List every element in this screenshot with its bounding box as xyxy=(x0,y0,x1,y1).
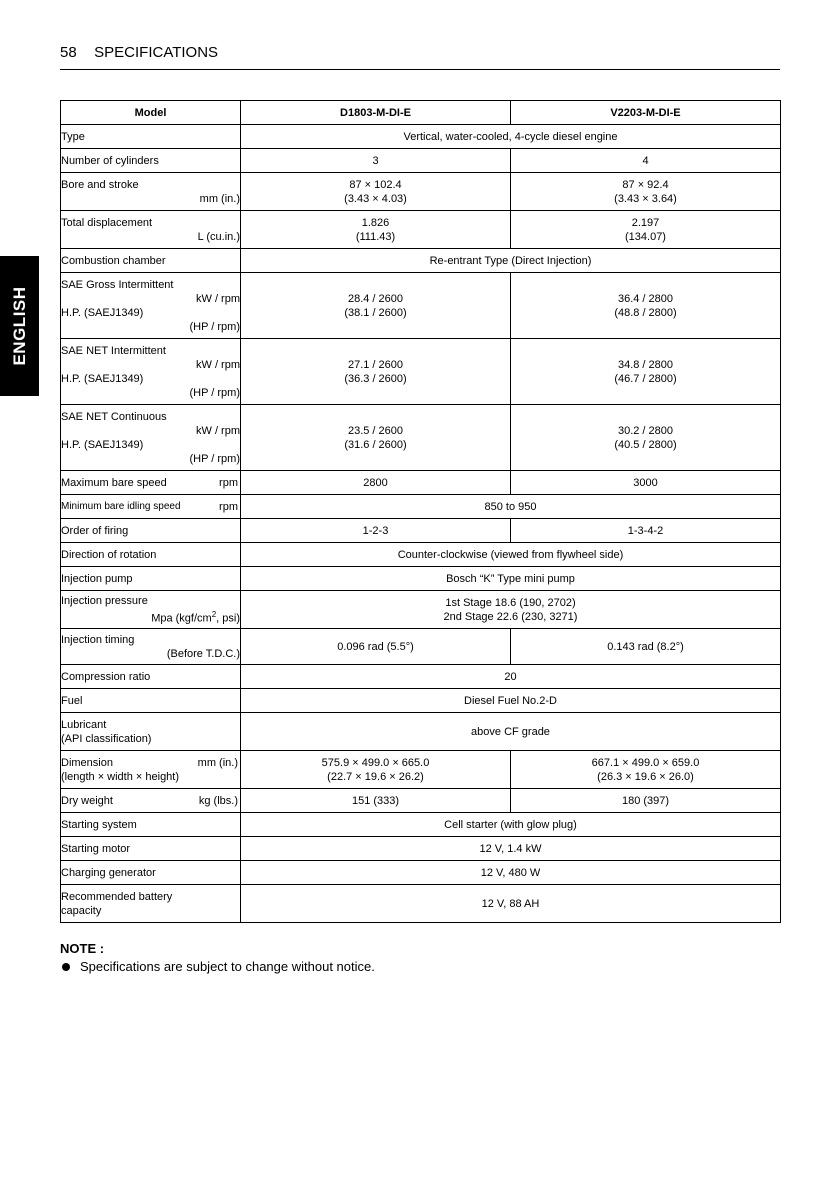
power-unit2: (HP / rpm) xyxy=(189,452,240,465)
power-unit2: (HP / rpm) xyxy=(189,386,240,399)
charging-value: 12 V, 480 W xyxy=(241,861,781,885)
pump-value: Bosch “K” Type mini pump xyxy=(241,567,781,591)
timing-label: Injection timing xyxy=(61,633,135,646)
power-unit1: kW / rpm xyxy=(196,292,240,305)
table-row xyxy=(61,789,781,813)
combustion-value: Re-entrant Type (Direct Injection) xyxy=(241,249,781,273)
min-idle-unit: rpm xyxy=(219,500,238,513)
table-row xyxy=(61,713,781,751)
power-hp: (40.5 / 2800) xyxy=(614,438,677,451)
power-kw: 34.8 / 2800 xyxy=(617,358,674,371)
table-row xyxy=(61,665,781,689)
disp-label: Total displacement xyxy=(61,216,153,229)
section-title: SPECIFICATIONS xyxy=(94,44,219,61)
combustion-label: Combustion chamber xyxy=(61,249,241,273)
bullet-icon xyxy=(62,963,70,971)
inj-pressure-value xyxy=(241,591,781,629)
battery-value: 12 V, 88 AH xyxy=(241,885,781,923)
table-row xyxy=(61,543,781,567)
table-row xyxy=(61,629,781,665)
starting-motor-value: 12 V, 1.4 kW xyxy=(241,837,781,861)
table-row xyxy=(61,249,781,273)
rotation-value: Counter-clockwise (viewed from flywheel side) xyxy=(241,543,781,567)
timing-label-cell xyxy=(61,629,241,665)
power-unit1: kW / rpm xyxy=(196,358,240,371)
power-d1803 xyxy=(241,339,511,405)
disp-d1803-cuin: (111.43) xyxy=(355,230,396,243)
cylinders-d1803: 3 xyxy=(241,149,511,173)
lubricant-label-cell xyxy=(61,713,241,751)
weight-label-cell xyxy=(61,789,241,813)
table-row xyxy=(61,339,781,405)
bore-unit: mm (in.) xyxy=(199,192,240,205)
compression-value: 20 xyxy=(241,665,781,689)
bore-label-cell xyxy=(61,173,241,211)
table-row xyxy=(61,861,781,885)
specifications-table xyxy=(60,100,781,923)
power-kw: 27.1 / 2600 xyxy=(347,358,404,371)
page-header xyxy=(60,43,780,70)
disp-v2203-cuin: (134.07) xyxy=(625,230,666,243)
table-row xyxy=(61,837,781,861)
note-section xyxy=(60,940,375,976)
fuel-value: Diesel Fuel No.2-D xyxy=(241,689,781,713)
inj-pressure-label-cell xyxy=(61,591,241,629)
compression-label: Compression ratio xyxy=(61,665,241,689)
model-d1803: D1803-M-DI-E xyxy=(241,101,511,125)
inj-pressure-label: Injection pressure xyxy=(61,594,148,607)
language-tab-label: ENGLISH xyxy=(9,286,29,366)
power-line2: H.P. (SAEJ1349) xyxy=(61,438,144,451)
timing-d1803: 0.096 rad (5.5°) xyxy=(241,629,511,665)
bore-d1803-in: (3.43 × 4.03) xyxy=(344,192,407,205)
type-value: Vertical, water-cooled, 4-cycle diesel engine xyxy=(241,125,781,149)
dimension-v2203-mm: 667.1 × 499.0 × 659.0 xyxy=(591,756,700,769)
disp-d1803-l: 1.826 xyxy=(361,216,390,229)
power-kw: 28.4 / 2600 xyxy=(347,292,404,305)
starting-system-label: Starting system xyxy=(61,813,241,837)
fuel-label: Fuel xyxy=(61,689,241,713)
power-hp: (48.8 / 2800) xyxy=(614,306,677,319)
inj-pressure-unit: Mpa ($kgf/cm^2$, psi) xyxy=(151,609,240,625)
power-kw: 36.4 / 2800 xyxy=(617,292,674,305)
battery-label: Recommended battery xyxy=(61,890,173,903)
power-hp: (31.6 / 2600) xyxy=(344,438,407,451)
lubricant-value: above CF grade xyxy=(241,713,781,751)
table-row xyxy=(61,751,781,789)
note-item xyxy=(60,958,375,976)
starting-system-value: Cell starter (with glow plug) xyxy=(241,813,781,837)
power-v2203 xyxy=(511,339,781,405)
disp-label-cell xyxy=(61,211,241,249)
bore-d1803-mm: 87 × 102.4 xyxy=(349,178,402,191)
power-v2203 xyxy=(511,273,781,339)
firing-label: Order of firing xyxy=(61,519,241,543)
table-row xyxy=(61,405,781,471)
bore-v2203-mm: 87 × 92.4 xyxy=(622,178,669,191)
power-line1: SAE Gross Intermittent xyxy=(61,278,174,291)
page-number: 58 xyxy=(60,44,77,61)
power-hp: (36.3 / 2600) xyxy=(344,372,407,385)
bore-d1803 xyxy=(241,173,511,211)
dimension-d1803-mm: 575.9 × 499.0 × 665.0 xyxy=(321,756,430,769)
power-line1: SAE NET Intermittent xyxy=(61,344,166,357)
language-tab xyxy=(0,256,39,396)
table-row xyxy=(61,173,781,211)
battery-sublabel: capacity xyxy=(61,904,102,917)
inj-pressure-stage2: 2nd Stage 22.6 (230, 3271) xyxy=(443,610,578,623)
weight-unit: kg (lbs.) xyxy=(198,794,238,807)
inj-pressure-stage1: 1st Stage 18.6 (190, 2702) xyxy=(445,596,576,609)
power-label-cell xyxy=(61,339,241,405)
power-unit1: kW / rpm xyxy=(196,424,240,437)
lubricant-label: Lubricant xyxy=(61,718,107,731)
min-idle-label-cell xyxy=(61,495,241,519)
dimension-v2203 xyxy=(511,751,781,789)
power-line2: H.P. (SAEJ1349) xyxy=(61,306,144,319)
max-speed-label: Maximum bare speed xyxy=(61,476,167,489)
table-row xyxy=(61,567,781,591)
table-row xyxy=(61,495,781,519)
model-v2203: V2203-M-DI-E xyxy=(511,101,781,125)
cylinders-label: Number of cylinders xyxy=(61,149,241,173)
cylinders-v2203: 4 xyxy=(511,149,781,173)
power-kw: 23.5 / 2600 xyxy=(347,424,404,437)
table-row xyxy=(61,689,781,713)
timing-unit: (Before T.D.C.) xyxy=(166,647,240,660)
dimension-v2203-in: (26.3 × 19.6 × 26.0) xyxy=(597,770,694,783)
power-kw: 30.2 / 2800 xyxy=(617,424,674,437)
dimension-unit: mm (in.) xyxy=(197,756,238,769)
weight-v2203: 180 (397) xyxy=(511,789,781,813)
timing-v2203: 0.143 rad (8.2°) xyxy=(511,629,781,665)
disp-v2203 xyxy=(511,211,781,249)
table-row xyxy=(61,519,781,543)
bore-v2203 xyxy=(511,173,781,211)
firing-d1803: 1-2-3 xyxy=(241,519,511,543)
table-row xyxy=(61,125,781,149)
power-label-cell xyxy=(61,405,241,471)
power-line1: SAE NET Continuous xyxy=(61,410,167,423)
table-row xyxy=(61,591,781,629)
max-speed-v2203: 3000 xyxy=(511,471,781,495)
dimension-d1803-in: (22.7 × 19.6 × 26.2) xyxy=(327,770,424,783)
type-label: Type xyxy=(61,125,241,149)
disp-d1803 xyxy=(241,211,511,249)
note-title: NOTE : xyxy=(60,941,105,956)
table-row xyxy=(61,471,781,495)
max-speed-label-cell xyxy=(61,471,241,495)
power-v2203 xyxy=(511,405,781,471)
table-header-row xyxy=(61,101,781,125)
max-speed-unit: rpm xyxy=(219,476,238,489)
table-row xyxy=(61,211,781,249)
pump-label: Injection pump xyxy=(61,567,241,591)
power-hp: (46.7 / 2800) xyxy=(614,372,677,385)
power-hp: (38.1 / 2600) xyxy=(344,306,407,319)
power-unit2: (HP / rpm) xyxy=(189,320,240,333)
model-header: Model xyxy=(61,101,241,125)
power-d1803 xyxy=(241,273,511,339)
weight-d1803: 151 (333) xyxy=(241,789,511,813)
starting-motor-label: Starting motor xyxy=(61,837,241,861)
table-row xyxy=(61,813,781,837)
min-idle-label: Minimum bare idling speed xyxy=(61,500,181,512)
rotation-label: Direction of rotation xyxy=(61,543,241,567)
bore-v2203-in: (3.43 × 3.64) xyxy=(614,192,677,205)
table-row xyxy=(61,273,781,339)
note-text: Specifications are subject to change without notice. xyxy=(80,959,375,974)
power-line2: H.P. (SAEJ1349) xyxy=(61,372,144,385)
firing-v2203: 1-3-4-2 xyxy=(511,519,781,543)
battery-label-cell xyxy=(61,885,241,923)
charging-label: Charging generator xyxy=(61,861,241,885)
disp-unit: L (cu.in.) xyxy=(197,230,240,243)
weight-label: Dry weight xyxy=(61,794,113,807)
dimension-label-cell xyxy=(61,751,241,789)
max-speed-d1803: 2800 xyxy=(241,471,511,495)
dimension-d1803 xyxy=(241,751,511,789)
disp-v2203-l: 2.197 xyxy=(631,216,660,229)
bore-label: Bore and stroke xyxy=(61,178,139,191)
lubricant-sublabel: (API classification) xyxy=(61,732,152,745)
power-d1803 xyxy=(241,405,511,471)
min-idle-value: 850 to 950 xyxy=(241,495,781,519)
power-label-cell xyxy=(61,273,241,339)
dimension-sublabel: (length × width × height) xyxy=(61,770,180,783)
dimension-label: Dimension xyxy=(61,756,113,769)
table-row xyxy=(61,885,781,923)
table-row xyxy=(61,149,781,173)
